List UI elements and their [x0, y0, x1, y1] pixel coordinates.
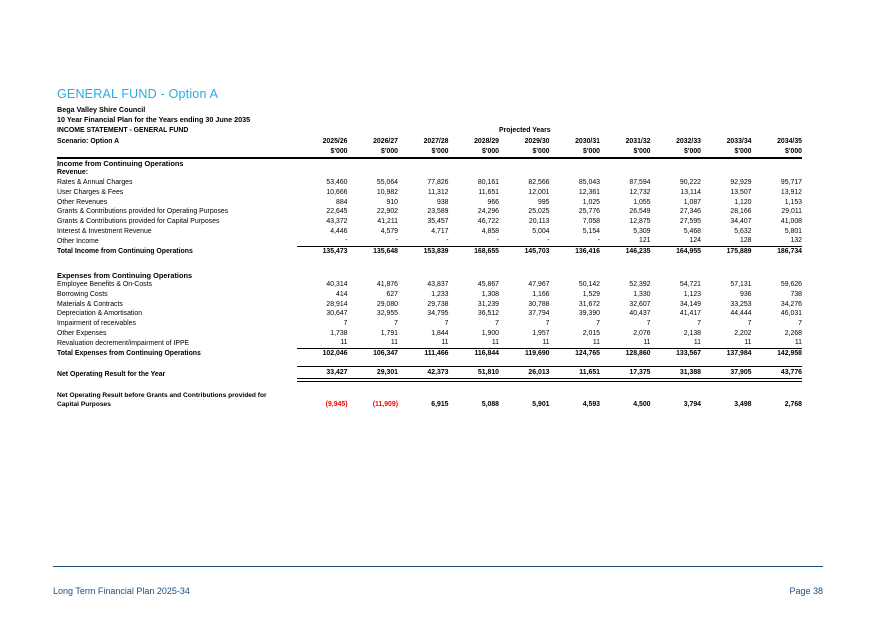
- cell-value: 106,347: [348, 349, 399, 359]
- cell-value: 85,043: [578, 179, 600, 187]
- cell-value: 5,632: [734, 227, 752, 235]
- cell-value: 22,902: [376, 208, 398, 216]
- cell-value: 121: [639, 237, 651, 245]
- cell-value: 11: [491, 339, 499, 347]
- cell-value: 5,088: [481, 400, 499, 408]
- empty-cell: [550, 125, 601, 136]
- cell-value: 43,372: [326, 217, 348, 225]
- table-row: [57, 247, 802, 257]
- spacer-row: [57, 380, 802, 391]
- cell-value: 13,912: [780, 188, 802, 196]
- cell-value: 41,417: [679, 310, 701, 318]
- table-row: [57, 290, 802, 300]
- empty-cell: [600, 125, 651, 136]
- table-row: [57, 198, 802, 208]
- unit-label: $'000: [701, 147, 752, 158]
- cell-value: 92,929: [730, 179, 752, 187]
- cell-value: -: [345, 237, 348, 245]
- cell-value: 124: [689, 237, 701, 245]
- cell-value: 13,114: [680, 188, 701, 196]
- cell-value: 136,416: [550, 247, 601, 257]
- cell-value: -: [597, 237, 600, 245]
- cell-value: 11: [390, 339, 398, 347]
- empty-cell: [651, 125, 702, 136]
- unit-label: $'000: [600, 147, 651, 158]
- spacer-cell: [57, 359, 802, 367]
- row-label: Grants & Contributions provided for Operating Purposes: [57, 208, 229, 216]
- cell-value: 135,473: [297, 247, 348, 257]
- cell-value: 47,967: [528, 281, 550, 289]
- spacer-row: [57, 359, 802, 367]
- cell-value: 4,579: [380, 227, 398, 235]
- row-label: Interest & Investment Revenue: [57, 227, 152, 235]
- cell-value: 32,955: [376, 310, 398, 318]
- cell-value: 53,460: [326, 179, 348, 187]
- cell-value: 41,008: [780, 217, 802, 225]
- row-label: [57, 391, 297, 409]
- cell-value: 33,253: [730, 300, 752, 308]
- cell-value: 44,444: [730, 310, 752, 318]
- cell-value: 5,468: [683, 227, 701, 235]
- row-label: Revaluation decrement/impairment of IPPE: [57, 339, 190, 347]
- row-label: Total Expenses from Continuing Operations: [57, 350, 201, 358]
- table-row: [57, 349, 802, 359]
- cell-value: 4,717: [431, 227, 449, 235]
- cell-value: 29,301: [348, 367, 399, 380]
- cell-value: 142,958: [752, 349, 803, 359]
- cell-value: 28,166: [730, 208, 752, 216]
- cell-value: 87,594: [629, 179, 651, 187]
- cell-value: 119,690: [499, 349, 550, 359]
- cell-value: 11: [693, 339, 701, 347]
- cell-value: 132: [790, 237, 802, 245]
- cell-value: 11: [744, 339, 752, 347]
- cell-value: 34,407: [730, 217, 752, 225]
- cell-value: 17,375: [600, 367, 651, 380]
- cell-value: 5,901: [532, 400, 550, 408]
- cell-value: 12,732: [629, 188, 651, 196]
- cell-value: 116,844: [449, 349, 500, 359]
- cell-value: 27,346: [679, 208, 701, 216]
- cell-value: 6,915: [431, 400, 449, 408]
- projected-years-label: Projected Years: [499, 127, 551, 135]
- income-statement-table: [57, 125, 802, 409]
- cell-value: 3,794: [683, 400, 701, 408]
- cell-value: 4,446: [330, 227, 348, 235]
- cell-value: 7: [495, 320, 499, 328]
- row-label: Rates & Annual Charges: [57, 179, 133, 187]
- cell-value: 27,595: [679, 217, 701, 225]
- row-label: Net Operating Result for the Year: [57, 371, 166, 379]
- cell-value: 46,031: [780, 310, 802, 318]
- cell-value: 29,080: [376, 300, 398, 308]
- unit-label: $'000: [449, 147, 500, 158]
- cell-value: 29,011: [781, 208, 802, 216]
- table-row: [57, 391, 802, 409]
- cell-value: 25,025: [528, 208, 550, 216]
- year-header: 2025/26: [322, 138, 348, 146]
- cell-value: -: [547, 237, 550, 245]
- table-row: [57, 236, 802, 246]
- cell-value: 41,876: [376, 281, 398, 289]
- cell-value: 1,330: [633, 290, 651, 298]
- cell-value: 153,839: [398, 247, 449, 257]
- net-before-grants-label-line1: Net Operating Result before Grants and Contributions provided for: [57, 391, 267, 399]
- row-label: Materials & Contracts: [57, 300, 123, 308]
- spacer-cell: [57, 380, 802, 391]
- cell-value: 11: [340, 339, 348, 347]
- empty-cell: [449, 125, 500, 136]
- cell-value: 1,120: [734, 198, 752, 206]
- cell-value: 1,055: [633, 198, 651, 206]
- cell-value: 414: [336, 290, 348, 298]
- net-before-grants-label-line2: Capital Purposes: [57, 401, 111, 409]
- cell-value: 1,738: [330, 329, 348, 337]
- table-row: [57, 367, 802, 380]
- cell-value: 31,388: [651, 367, 702, 380]
- year-header: 2031/32: [625, 138, 651, 146]
- cell-value: 128: [740, 237, 752, 245]
- cell-value: 124,765: [550, 349, 601, 359]
- cell-value: 43,776: [752, 367, 803, 380]
- cell-value: 82,566: [528, 179, 550, 187]
- year-header: 2027/28: [423, 138, 449, 146]
- cell-value: 102,046: [297, 349, 348, 359]
- cell-value: 936: [740, 290, 752, 298]
- cell-value: 1,308: [481, 290, 499, 298]
- table-row: [57, 158, 802, 169]
- table-row: [57, 168, 802, 178]
- unit-label: $'000: [550, 147, 601, 158]
- spacer-row: [57, 257, 802, 270]
- header-row-years: [57, 136, 802, 147]
- cell-value: -: [446, 237, 449, 245]
- cell-value: 23,589: [427, 208, 449, 216]
- row-label: Total Income from Continuing Operations: [57, 248, 193, 256]
- unit-label: $'000: [297, 147, 348, 158]
- cell-value: 11,312: [427, 188, 449, 196]
- row-label: Grants & Contributions provided for Capital Purposes: [57, 217, 220, 225]
- cell-value: 12,875: [629, 217, 651, 225]
- empty-cell: [398, 125, 449, 136]
- cell-value: 938: [437, 198, 449, 206]
- cell-value: 28,914: [326, 300, 348, 308]
- cell-value: 80,161: [477, 179, 499, 187]
- cell-value: 31,239: [477, 300, 499, 308]
- year-header: 2026/27: [373, 138, 398, 146]
- cell-value: 26,013: [499, 367, 550, 380]
- cell-value: 2,138: [683, 329, 701, 337]
- income-statement-body: [57, 125, 802, 409]
- table-row: [57, 300, 802, 310]
- cell-value: 36,512: [477, 310, 499, 318]
- row-label: Depreciation & Amortisation: [57, 310, 143, 318]
- cell-value: 11,651: [550, 367, 601, 380]
- cell-value: 2,768: [784, 400, 802, 408]
- cell-value: 2,268: [784, 329, 802, 337]
- unit-label: $'000: [752, 147, 803, 158]
- footer-divider: [53, 566, 823, 567]
- cell-value: 738: [790, 290, 802, 298]
- cell-value: 11: [441, 339, 449, 347]
- cell-value: 1,844: [431, 329, 449, 337]
- empty-cell: [348, 125, 399, 136]
- cell-value: 46,722: [477, 217, 499, 225]
- cell-value: 145,703: [499, 247, 550, 257]
- cell-value: 31,672: [578, 300, 600, 308]
- cell-value: 30,647: [326, 310, 348, 318]
- table-row: [57, 329, 802, 339]
- cell-value: 3,498: [734, 400, 752, 408]
- cell-value: 42,373: [398, 367, 449, 380]
- cell-value: 5,004: [532, 227, 550, 235]
- cell-value: 1,791: [380, 329, 398, 337]
- year-header: 2032/33: [676, 138, 701, 146]
- cell-value: 34,795: [427, 310, 449, 318]
- cell-value: 146,235: [600, 247, 651, 257]
- cell-value: 90,222: [679, 179, 701, 187]
- cell-value: 1,123: [683, 290, 701, 298]
- cell-value: 10,982: [376, 188, 398, 196]
- cell-value: 11: [592, 339, 600, 347]
- cell-value: 7: [646, 320, 651, 328]
- cell-value: 7: [394, 320, 398, 328]
- cell-value: 5,801: [784, 227, 802, 235]
- table-row: [57, 227, 802, 237]
- cell-value: 41,211: [377, 217, 398, 225]
- cell-value: (9,945): [325, 400, 348, 408]
- unit-label: $'000: [499, 147, 550, 158]
- cell-value: 1,957: [532, 329, 550, 337]
- cell-value: 11: [643, 339, 651, 347]
- cell-value: 7: [343, 320, 348, 328]
- cell-value: 186,734: [752, 247, 803, 257]
- cell-value: 175,889: [701, 247, 752, 257]
- cell-value: 13,507: [730, 188, 752, 196]
- report-content: [57, 87, 803, 409]
- page-footer: [53, 585, 823, 597]
- cell-value: 50,142: [578, 281, 600, 289]
- cell-value: 7: [545, 320, 550, 328]
- cell-value: 627: [386, 290, 398, 298]
- cell-value: 5,309: [633, 227, 651, 235]
- section-label: Revenue:: [57, 169, 89, 177]
- row-label: User Charges & Fees: [57, 188, 124, 196]
- cell-value: 39,390: [578, 310, 600, 318]
- cell-value: 55,064: [376, 179, 398, 187]
- row-label: Impairment of receivables: [57, 320, 136, 328]
- table-row: [57, 207, 802, 217]
- row-label: Other Revenues: [57, 198, 108, 206]
- cell-value: 966: [487, 198, 499, 206]
- cell-value: 4,593: [582, 400, 600, 408]
- year-header: 2028/29: [474, 138, 499, 146]
- cell-value: 2,015: [582, 329, 600, 337]
- cell-value: 40,437: [629, 310, 651, 318]
- cell-value: 40,314: [326, 281, 348, 289]
- cell-value: 1,529: [582, 290, 600, 298]
- spacer-cell: [57, 257, 802, 270]
- cell-value: 1,153: [784, 198, 802, 206]
- empty-cell: [752, 125, 803, 136]
- cell-value: 135,648: [348, 247, 399, 257]
- cell-value: 910: [386, 198, 398, 206]
- cell-value: 7: [444, 320, 449, 328]
- cell-value: 32,607: [629, 300, 651, 308]
- table-row: [57, 309, 802, 319]
- cell-value: 12,001: [528, 188, 550, 196]
- cell-value: 7: [798, 320, 802, 328]
- cell-value: 884: [336, 198, 348, 206]
- cell-value: 2,202: [734, 329, 752, 337]
- table-row: [57, 217, 802, 227]
- cell-value: 35,457: [427, 217, 449, 225]
- unit-label: $'000: [398, 147, 449, 158]
- row-label: Other Income: [57, 237, 99, 245]
- cell-value: 26,549: [629, 208, 651, 216]
- row-label: Other Expenses: [57, 329, 107, 337]
- year-header: 2030/31: [575, 138, 600, 146]
- cell-value: 11: [542, 339, 550, 347]
- cell-value: 7,058: [582, 217, 600, 225]
- row-label: Employee Benefits & On-Costs: [57, 281, 152, 289]
- cell-value: 37,905: [701, 367, 752, 380]
- section-label: Income from Continuing Operations: [57, 158, 184, 168]
- table-row: [57, 178, 802, 188]
- cell-value: 10,666: [326, 188, 348, 196]
- cell-value: 4,858: [481, 227, 499, 235]
- cell-value: 30,788: [528, 300, 550, 308]
- council-name: Bega Valley Shire Council: [57, 105, 146, 114]
- footer-left-text: Long Term Financial Plan 2025-34: [53, 586, 190, 596]
- cell-value: 137,984: [701, 349, 752, 359]
- cell-value: 995: [538, 198, 550, 206]
- table-row: [57, 319, 802, 329]
- cell-value: 52,392: [629, 281, 651, 289]
- year-header: 2033/34: [726, 138, 752, 146]
- cell-value: 54,721: [679, 281, 701, 289]
- cell-value: 33,427: [297, 367, 348, 380]
- statement-title: INCOME STATEMENT - GENERAL FUND: [57, 127, 189, 135]
- cell-value: -: [395, 237, 398, 245]
- table-row: [57, 270, 802, 281]
- section-label: Expenses from Continuing Operations: [57, 270, 193, 280]
- cell-value: 164,955: [651, 247, 702, 257]
- cell-value: 1,900: [481, 329, 499, 337]
- cell-value: 7: [596, 320, 600, 328]
- table-row: [57, 338, 802, 348]
- year-header: 2029/30: [524, 138, 550, 146]
- header-row-statement: [57, 125, 802, 136]
- cell-value: 133,567: [651, 349, 702, 359]
- header-row-units: [57, 147, 802, 158]
- cell-value: 4,500: [633, 400, 651, 408]
- cell-value: 111,466: [398, 349, 449, 359]
- empty-cell: [297, 125, 348, 136]
- year-header: 2034/35: [777, 138, 802, 146]
- empty-cell: [701, 125, 752, 136]
- cell-value: 24,296: [477, 208, 499, 216]
- footer-page-number: Page 38: [789, 586, 823, 596]
- cell-value: 11,651: [478, 188, 499, 196]
- cell-value: 37,794: [528, 310, 550, 318]
- table-row: [57, 188, 802, 198]
- unit-label: $'000: [348, 147, 399, 158]
- cell-value: 34,149: [679, 300, 701, 308]
- cell-value: 1,233: [431, 290, 449, 298]
- cell-value: 128,860: [600, 349, 651, 359]
- cell-value: 95,717: [780, 179, 802, 187]
- cell-value: 1,087: [683, 198, 701, 206]
- cell-value: 1,025: [582, 198, 600, 206]
- cell-value: 29,738: [427, 300, 449, 308]
- cell-value: 11: [794, 339, 802, 347]
- cell-value: 5,154: [582, 227, 600, 235]
- unit-label: $'000: [651, 147, 702, 158]
- plan-subtitle: 10 Year Financial Plan for the Years ending 30 June 2035: [57, 115, 251, 124]
- cell-value: 25,776: [578, 208, 600, 216]
- cell-value: 34,276: [780, 300, 802, 308]
- cell-value: 12,361: [578, 188, 600, 196]
- page-title: GENERAL FUND - Option A: [57, 87, 219, 101]
- cell-value: 43,837: [427, 281, 449, 289]
- cell-value: -: [496, 237, 499, 245]
- cell-value: 7: [697, 320, 701, 328]
- cell-value: 51,810: [449, 367, 500, 380]
- cell-value: 59,626: [780, 281, 802, 289]
- cell-value: (11,909): [372, 400, 398, 408]
- scenario-label: Scenario: Option A: [57, 138, 120, 146]
- cell-value: 7: [747, 320, 752, 328]
- empty-cell: [57, 147, 297, 158]
- table-row: [57, 280, 802, 290]
- cell-value: 168,655: [449, 247, 500, 257]
- cell-value: 57,131: [730, 281, 752, 289]
- row-label: Borrowing Costs: [57, 290, 108, 298]
- cell-value: 2,076: [633, 329, 651, 337]
- cell-value: 77,826: [427, 179, 449, 187]
- cell-value: 1,166: [532, 290, 550, 298]
- cell-value: 22,645: [326, 208, 348, 216]
- cell-value: 45,867: [477, 281, 499, 289]
- cell-value: 20,113: [528, 217, 550, 225]
